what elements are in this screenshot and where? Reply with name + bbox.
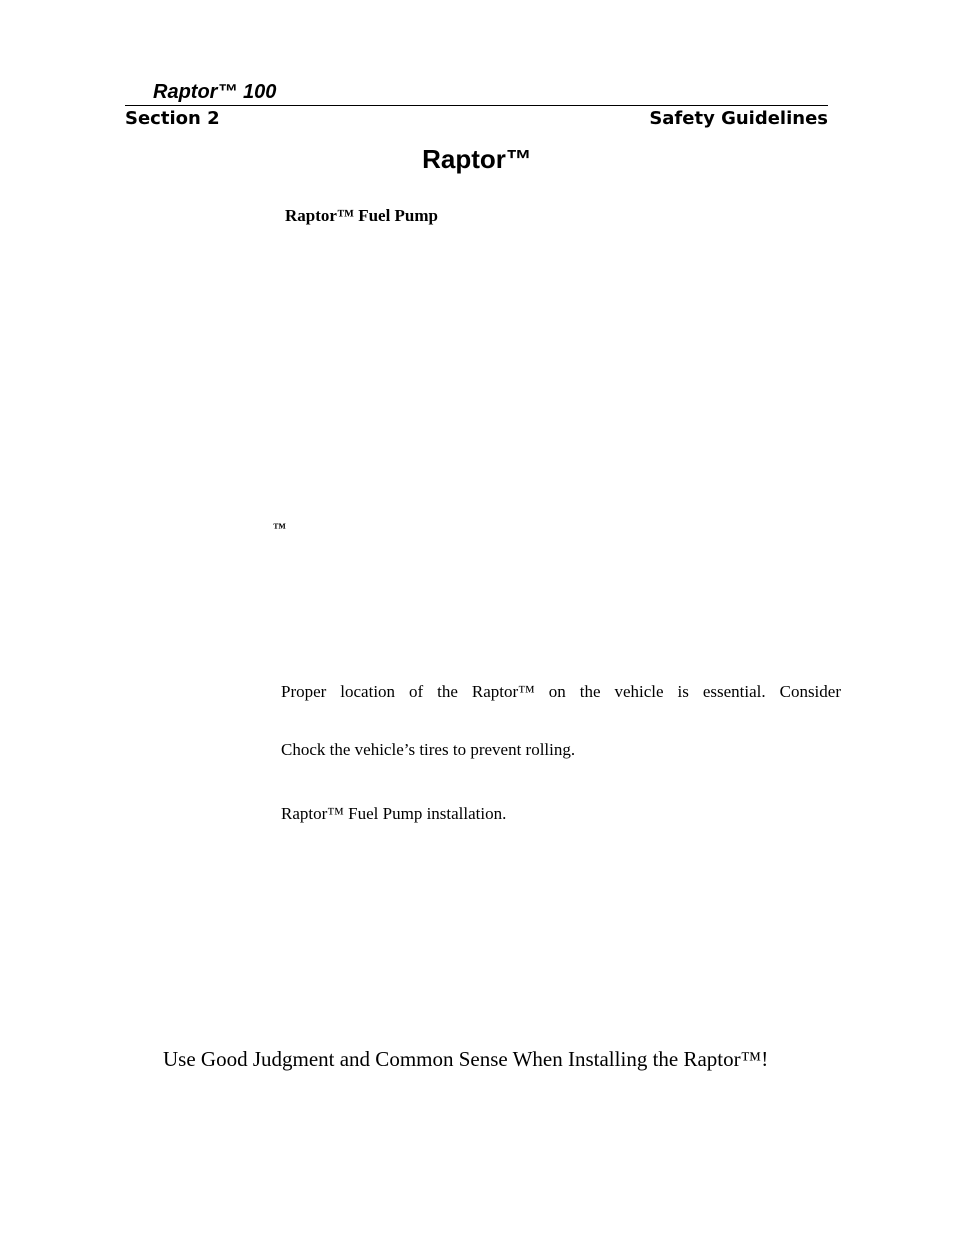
body-line-location: Proper location of the Raptor™ on the vehicle is essential. Consider xyxy=(281,682,841,701)
body-line-chock-tires: Chock the vehicle’s tires to prevent rolling. xyxy=(281,740,576,759)
closing-statement: Use Good Judgment and Common Sense When Installing the Raptor™! xyxy=(163,1047,769,1071)
page-title: Raptor™ xyxy=(422,144,532,174)
body-line-installation: Raptor™ Fuel Pump installation. xyxy=(281,804,507,823)
subheading-fuel-pump: Raptor™ Fuel Pump xyxy=(285,206,438,225)
header-section-label: Section 2 xyxy=(125,108,220,129)
header-product-name: Raptor™ 100 xyxy=(153,81,277,103)
header-chapter-title: Safety Guidelines xyxy=(649,108,828,129)
trademark-mark: ™ xyxy=(273,520,286,535)
header-divider xyxy=(125,105,828,106)
